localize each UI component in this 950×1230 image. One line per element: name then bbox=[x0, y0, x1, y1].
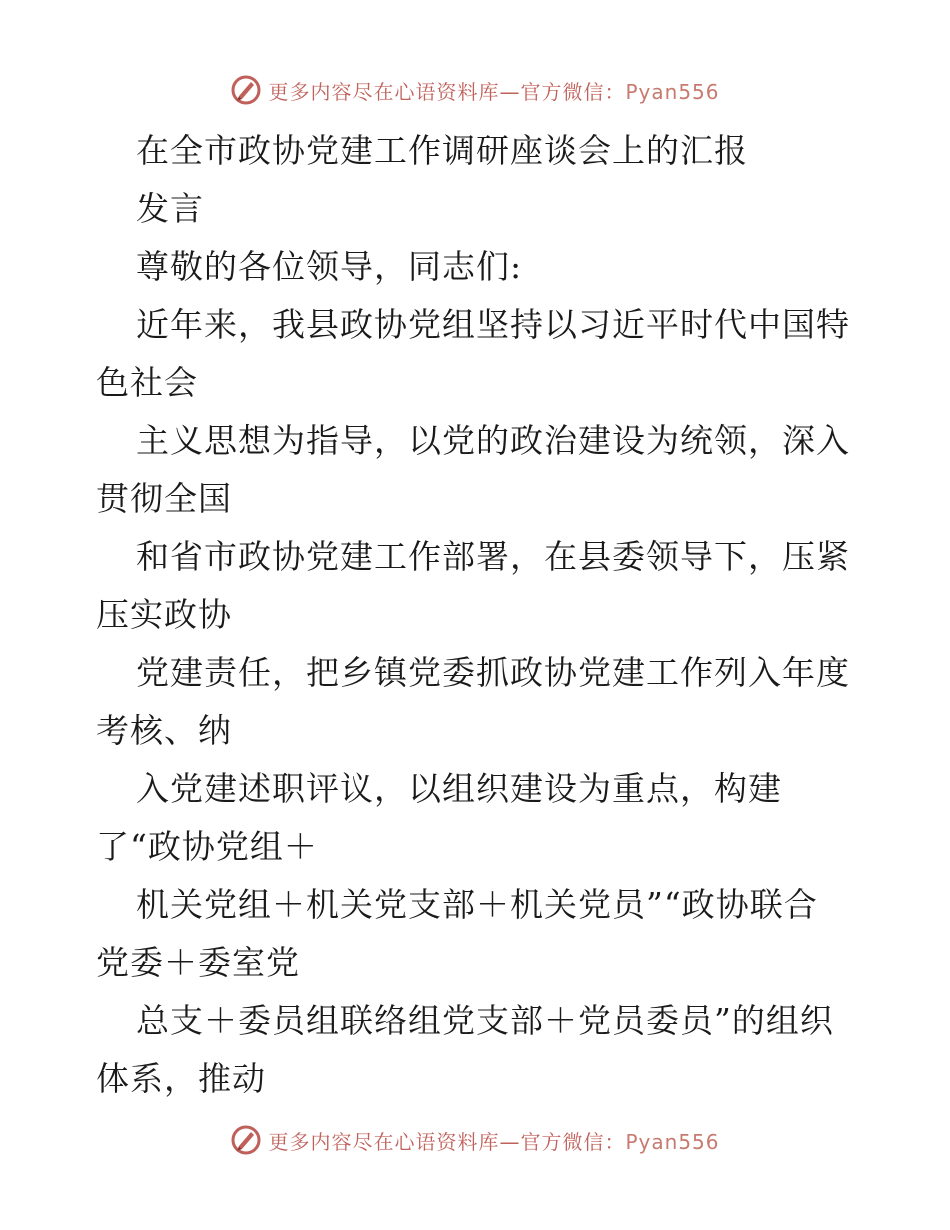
watermark-id: Pyan556 bbox=[625, 79, 720, 104]
logo-icon bbox=[230, 1124, 262, 1156]
paragraph-line: 近年来，我县政协党组坚持以习近平时代中国特 bbox=[136, 305, 850, 344]
paragraph-line: 党建责任，把乡镇党委抓政协党建工作列入年度 bbox=[136, 653, 850, 692]
paragraph-line: 主义思想为指导，以党的政治建设为统领，深入 bbox=[136, 421, 850, 460]
paragraph-line: 贯彻全国 bbox=[96, 479, 232, 518]
watermark-label: 更多内容尽在心语资料库—官方微信： bbox=[268, 79, 626, 104]
paragraph-line: 入党建述职评议，以组织建设为重点，构建 bbox=[136, 769, 782, 808]
paragraph-line: 机关党组＋机关党支部＋机关党员”“政协联合 bbox=[136, 885, 818, 924]
watermark-text bbox=[268, 76, 719, 105]
document-title: 在全市政协党建工作调研座谈会上的汇报 bbox=[136, 131, 748, 170]
paragraph-line: 色社会 bbox=[96, 363, 198, 402]
document-body bbox=[96, 122, 856, 1108]
paragraph-line: 了“政协党组＋ bbox=[96, 827, 318, 866]
footer-watermark bbox=[0, 1122, 950, 1158]
paragraph-line: 总支＋委员组联络组党支部＋党员委员”的组织 bbox=[136, 1001, 834, 1040]
logo-icon bbox=[230, 74, 262, 106]
paragraph-line: 压实政协 bbox=[96, 595, 232, 634]
paragraph-line: 体系，推动 bbox=[96, 1059, 266, 1098]
salutation: 尊敬的各位领导，同志们: bbox=[136, 247, 523, 286]
document-title-cont: 发言 bbox=[136, 189, 204, 228]
watermark-label: 更多内容尽在心语资料库—官方微信： bbox=[268, 1129, 626, 1154]
paragraph-line: 考核、纳 bbox=[96, 711, 232, 750]
paragraph-line: 党委＋委室党 bbox=[96, 943, 300, 982]
paragraph-line: 和省市政协党建工作部署，在县委领导下，压紧 bbox=[136, 537, 850, 576]
watermark-text bbox=[268, 1126, 719, 1155]
header-watermark bbox=[0, 72, 950, 108]
watermark-id: Pyan556 bbox=[625, 1129, 720, 1154]
